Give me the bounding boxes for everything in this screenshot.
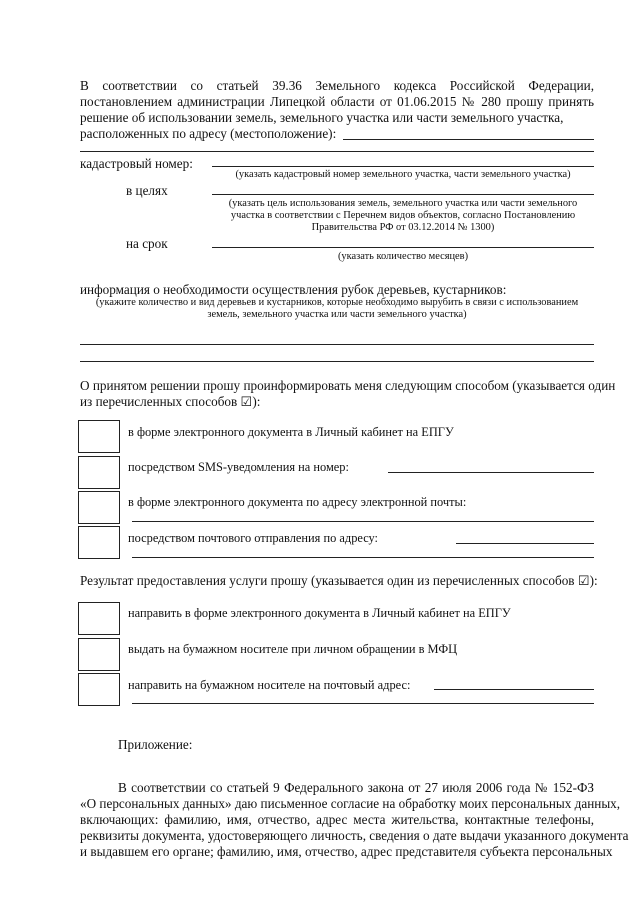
sms-number-input-line[interactable] (388, 472, 594, 473)
result-option-mfc: выдать на бумажном носителе при личном обращении в МФЦ (128, 642, 458, 656)
trees-hint-2: земель, земельного участка или части земельного участка) (207, 309, 467, 320)
consent-line-2: «О персональных данных» даю письменное согласие на обработку моих персональных данных, (80, 796, 621, 811)
cadastral-input-line[interactable] (212, 166, 594, 167)
notify-heading-2: из перечисленных способов ☑): (80, 394, 261, 409)
attachment-label: Приложение: (118, 737, 193, 752)
trees-input-line-1[interactable] (80, 344, 594, 345)
intro-line-2: постановлением администрации Липецкой области от 01.06.2015 № 280 прошу принять (80, 94, 594, 109)
notify-option-epgu: в форме электронного документа в Личный кабинет на ЕПГУ (128, 425, 454, 439)
intro-line-3: решение об использовании земель, земельного участка или части земельного участка, (80, 110, 564, 125)
notify-option-email: в форме электронного документа по адресу электронной почты: (128, 495, 467, 509)
consent-line-3: включающих: фамилию, имя, отчество, адрес места жительства, контактные телефоны, (80, 812, 594, 827)
term-label: на срок (126, 236, 168, 251)
term-hint: (указать количество месяцев) (337, 251, 469, 262)
result-option-post: направить на бумажном носителе на почтовый адрес: (128, 678, 411, 692)
consent-line-4: реквизиты документа, удостоверяющего личность, сведения о дате выдачи указанного документа (80, 828, 629, 843)
post-address-input-line[interactable] (456, 543, 594, 544)
notify-checkbox-email[interactable] (78, 491, 120, 524)
cadastral-label: кадастровый номер: (80, 156, 193, 171)
result-post-address-input-line-2[interactable] (132, 703, 594, 704)
purpose-input-line[interactable] (212, 194, 594, 195)
email-input-line[interactable] (132, 521, 594, 522)
address-input-line[interactable] (343, 139, 594, 140)
purpose-hint-2: участка в соответствии с Перечнем видов объектов, согласно Постановлению (230, 210, 576, 221)
intro-line-1: В соответствии со статьей 39.36 Земельного кодекса Российской Федерации, (80, 78, 594, 93)
consent-line-1: В соответствии со статьей 9 Федерального закона от 27 июля 2006 года № 152-ФЗ (118, 780, 594, 795)
result-heading: Результат предоставления услуги прошу (указывается один из перечисленных способов ☑): (80, 573, 598, 588)
notify-option-sms: посредством SMS-уведомления на номер: (128, 460, 349, 474)
notify-checkbox-sms[interactable] (78, 456, 120, 489)
trees-input-line-2[interactable] (80, 361, 594, 362)
result-option-epgu: направить в форме электронного документа в Личный кабинет на ЕПГУ (128, 606, 511, 620)
notify-heading-1: О принятом решении прошу проинформировать меня следующим способом (указывается один (80, 378, 616, 393)
purpose-hint-3: Правительства РФ от 03.12.2014 № 1300) (311, 222, 495, 233)
notify-checkbox-epgu[interactable] (78, 420, 120, 453)
intro-line-4: расположенных по адресу (местоположение): (80, 126, 337, 141)
result-checkbox-epgu[interactable] (78, 602, 120, 635)
consent-line-5: и выдавшем его органе; фамилию, имя, отчество, адрес представителя субъекта персональных (80, 844, 613, 859)
result-checkbox-post[interactable] (78, 673, 120, 706)
result-checkbox-mfc[interactable] (78, 638, 120, 671)
purpose-label: в целях (126, 183, 168, 198)
purpose-hint-1: (указать цель использования земель, земельного участка или части земельного (228, 198, 578, 209)
post-address-input-line-2[interactable] (132, 557, 594, 558)
trees-hint-1: (укажите количество и вид деревьев и кустарников, которые необходимо вырубить в связи с использованием (95, 297, 579, 308)
notify-checkbox-post[interactable] (78, 526, 120, 559)
term-input-line[interactable] (212, 247, 594, 248)
address-input-line-2[interactable] (80, 151, 594, 152)
cadastral-hint: (указать кадастровый номер земельного участка, части земельного участка) (235, 169, 571, 180)
result-post-address-input-line[interactable] (434, 689, 594, 690)
trees-label: информация о необходимости осуществления рубок деревьев, кустарников: (80, 282, 507, 297)
notify-option-post: посредством почтового отправления по адресу: (128, 531, 379, 545)
